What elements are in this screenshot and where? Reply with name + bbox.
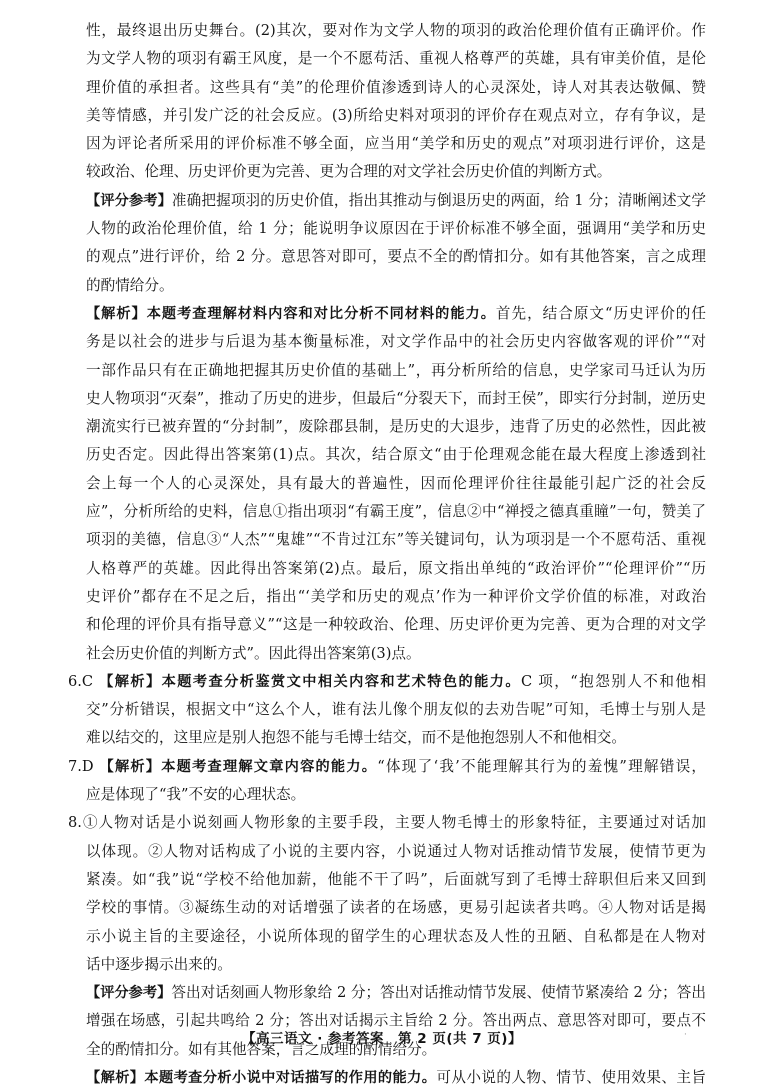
text-line — [68, 809, 706, 837]
text-line — [86, 894, 706, 922]
text-line — [86, 526, 706, 554]
line-text: 较政治、伦理、历史评价更为完善、更为合理的对文学社会历史价值的判断方式。 — [86, 163, 612, 181]
line-text: 和伦理的评价具有指导意义”“这是一种较政治、伦理、历史评价更为完善、更为合理的对文学 — [86, 616, 706, 634]
text-line — [86, 781, 706, 809]
text-line — [68, 668, 706, 696]
text-line — [86, 583, 706, 611]
line-text: 准确把握项羽的历史价值，指出其推动与倒退历史的两面，给 1 分；清晰阐述文学 — [171, 191, 706, 209]
line-text: 应”，分析所给的史料，信息①指出项羽“有霸王度”，信息②中“禅授之德真重瞳”一句，赞美了 — [86, 503, 706, 521]
line-text: 人格尊严的英雄。因此得出答案第(2)点。最后，原文指出单纯的“政治评价”“伦理评价”“历 — [86, 559, 706, 577]
line-text: “体现了‘我’不能理解其行为的羞愧”理解错误， — [377, 757, 707, 775]
question-number: 8. — [68, 814, 82, 832]
line-text: 潮流实行已被弃置的“分封制”，废除郡县制，是历史的大退步，违背了历史的必然性，因此被 — [86, 418, 706, 436]
text-line — [86, 470, 706, 498]
line-text: 理价值的承担者。这些具有“美”的伦理价值渗透到诗人的心灵深处，诗人对其表达敬佩、赞 — [86, 78, 706, 96]
line-text: 务是以社会的进步与后退为基本衡量标准，对文学作品中的社会历史内容做客观的评价”“对 — [86, 333, 706, 351]
line-text: 历史否定。因此得出答案第(1)点。其次，结合原文“由于伦理观念能在最大程度上渗透到社 — [86, 446, 706, 464]
line-text: 应是体现了“我”不安的心理状态。 — [86, 786, 306, 804]
corner-mark: · — [684, 1030, 687, 1040]
text-line — [86, 555, 706, 583]
line-text: C 项，“抱怨别人不和他相 — [520, 672, 706, 690]
text-line — [86, 979, 706, 1007]
text-line — [86, 45, 706, 73]
text-line — [86, 1064, 706, 1092]
bold-heading: 【解析】本题考查理解文章内容的能力。 — [99, 758, 378, 775]
line-text: 紧凑。如“我”说“学校不给他加薪，他能不干了吗”，后面就写到了毛博士辞职但后来又回到 — [86, 870, 706, 888]
line-text: 的观点”进行评价，给 2 分。意思答对即可，要点不全的酌情扣分。如有其他答案，言之成理 — [86, 248, 706, 266]
text-line — [86, 158, 706, 186]
text-line — [86, 923, 706, 951]
text-line — [86, 413, 706, 441]
text-line — [86, 215, 706, 243]
text-line — [86, 130, 706, 158]
line-text: 人物的政治伦理价值，给 1 分；能说明争议原因在于评价标准不够全面，强调用“美学和历史 — [86, 220, 706, 238]
line-text: 史人物项羽“灭秦”，推动了历史的进步，但最后“分裂天下，而封王侯”，即实行分封制，逆历史 — [86, 389, 706, 407]
page-footer: 【高三语文 · 参考答案 第 2 页(共 7 页)】 — [242, 1031, 522, 1047]
text-line — [68, 753, 706, 781]
line-text: 答出对话刻画人物形象给 2 分；答出对话推动情节发展、使情节紧凑给 2 分；答出 — [171, 984, 706, 1002]
text-line — [86, 74, 706, 102]
bold-heading: 【评分参考】 — [86, 985, 172, 1002]
line-text: 交”分析错误，根据文中“这么个人，谁有法儿像个朋友似的去劝告呢”可知，毛博士与别人是 — [86, 701, 706, 719]
text-line — [86, 866, 706, 894]
line-text: 性，最终退出历史舞台。(2)其次，要对作为文学人物的项羽的政治伦理价值有正确评价。作 — [86, 22, 706, 39]
line-text: 增强在场感，引起共鸣给 2 分；答出对话揭示主旨给 2 分。答出两点、意思答对即可，要点不 — [86, 1012, 706, 1030]
bold-heading: 【解析】本题考查分析小说中对话描写的作用的能力。 — [86, 1069, 437, 1086]
line-text: 难以结交的，这里应是别人抱怨不能与毛博士结交，而不是他抱怨别人不和他相交。 — [86, 729, 626, 747]
text-line — [86, 385, 706, 413]
text-line — [86, 951, 706, 979]
text-line — [86, 357, 706, 385]
line-text: 项羽的美德，信息③“人杰”“鬼雄”“不肯过江东”等关键词句，认为项羽是一个不愿苟活、重视 — [86, 531, 706, 549]
line-text: 的酌情给分。 — [86, 276, 174, 294]
text-line — [86, 187, 706, 215]
text-line — [86, 640, 706, 668]
text-line — [86, 696, 706, 724]
line-text: 示小说主旨的主要途径，小说所体现的留学生的心理状态及人性的丑陋、自私都是在人物对 — [86, 927, 706, 945]
line-text: 话中逐步揭示出来的。 — [86, 955, 232, 973]
text-line — [86, 611, 706, 639]
line-text: 以体现。②人物对话构成了小说的主要内容，小说通过人物对话推动情节发展，使情节更为 — [86, 842, 706, 860]
answer-text-body — [68, 17, 707, 1092]
bold-heading: 【解析】本题考查分析鉴赏文中相关内容和艺术特色的能力。 — [99, 673, 521, 690]
line-text: 首先，结合原文“历史评价的任 — [495, 304, 706, 322]
line-text: 社会历史价值的判断方式”。因此得出答案第(3)点。 — [86, 644, 421, 662]
text-line — [86, 243, 706, 271]
text-line — [86, 272, 706, 300]
text-line — [86, 724, 706, 752]
line-text: 全的酌情扣分。如有其他答案，言之成理的酌情给分。 — [86, 1040, 437, 1058]
line-text: 可从小说的人物、情节、使用效果、主旨 — [436, 1068, 706, 1086]
line-text: 一部作品只有在正确地把握其历史价值的基础上”，再分析所给的信息，史学家司马迁认为历 — [86, 361, 706, 379]
bold-heading: 【评分参考】 — [86, 192, 172, 209]
question-number: 7.D — [68, 757, 94, 775]
text-line — [86, 17, 706, 45]
line-text: 美等情感，并引发广泛的社会反应。(3)所给史料对项羽的评价存在观点对立，存有争议，是 — [86, 106, 706, 124]
line-text: 因为评论者所采用的评价标准不够全面，应当用“美学和历史的观点”对项羽进行评价，这是 — [86, 135, 706, 153]
bold-heading: 【解析】本题考查理解材料内容和对比分析不同材料的能力。 — [86, 305, 496, 322]
question-number: 6.C — [68, 672, 94, 690]
text-line — [86, 102, 706, 130]
text-line — [86, 300, 706, 328]
line-text: 会上每一个人的心灵深处，具有最大的普遍性，因而伦理评价往往最能引起广泛的社会反 — [86, 474, 706, 492]
line-text: 学校的事情。③凝练生动的对话增强了读者的在场感，更易引起读者共鸣。④人物对话是揭 — [86, 899, 706, 917]
text-line — [86, 838, 706, 866]
text-line — [86, 498, 706, 526]
line-text: ①人物对话是小说刻画人物形象的主要手段，主要人物毛博士的形象特征，主要通过对话加 — [81, 814, 706, 832]
text-line — [86, 441, 706, 469]
line-text: 史评价”都存在不足之后，指出“‘美学和历史的观点’作为一种评价文学价值的标准，对政治 — [86, 587, 706, 605]
text-line — [86, 328, 706, 356]
line-text: 为文学人物的项羽有霸王风度，是一个不愿苟活、重视人格尊严的英雄，具有审美价值，是伦 — [86, 50, 706, 68]
